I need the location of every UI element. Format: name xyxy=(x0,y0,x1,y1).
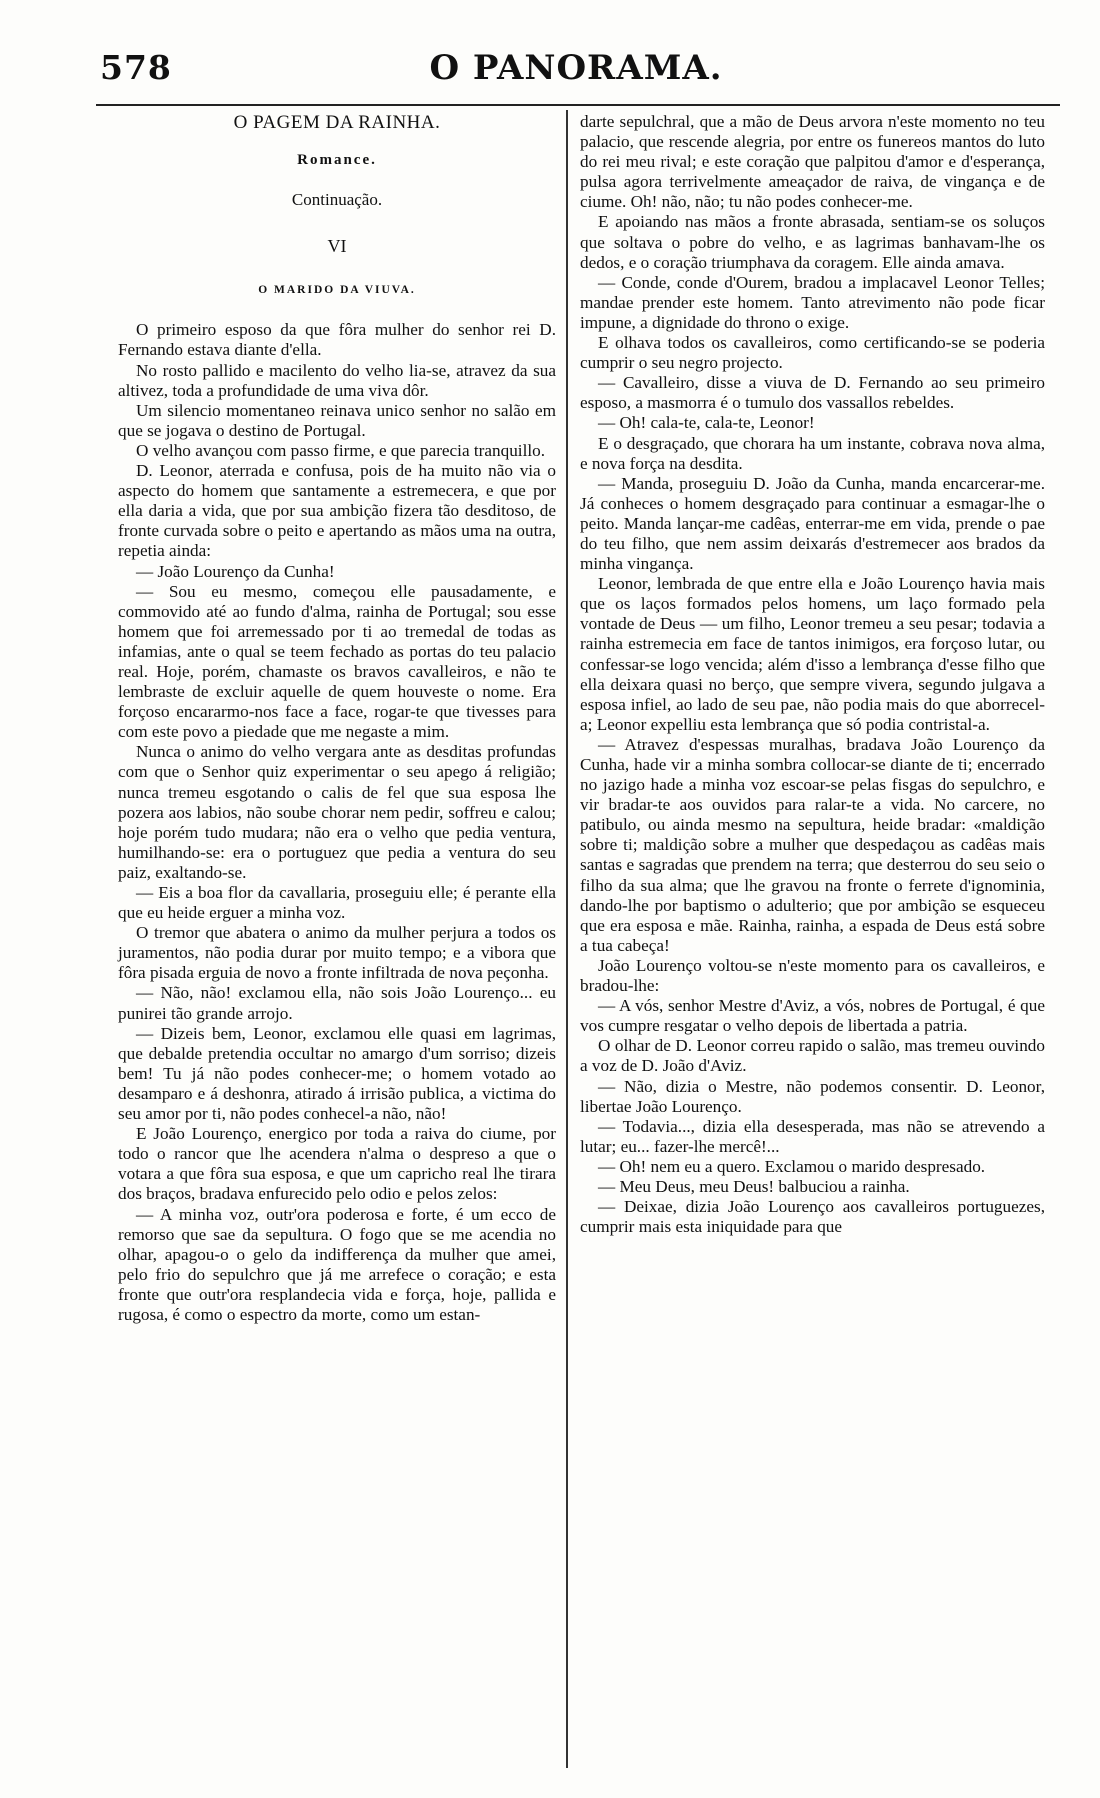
paragraph: — A vós, senhor Mestre d'Aviz, a vós, nobres de Portugal, é que vos cumpre resgatar o velho depois de libertada a patria. xyxy=(580,996,1045,1036)
left-column xyxy=(118,112,556,1325)
paragraph: No rosto pallido e macilento do velho lia-se, atravez da sua altivez, toda a profundidade de uma viva dôr. xyxy=(118,360,556,400)
paragraph: — Oh! nem eu a quero. Exclamou o marido despresado. xyxy=(598,1156,986,1176)
paragraph: — Manda, proseguiu D. João da Cunha, manda encarcerar-me. Já conheces o homem desgraçado para continuar a esmagar-lhe o peito. Manda lançar-me cadêas, enterrar-me em vida, prende o pae do teu filho, que nem assim deixarás d'estremecer aos brados da minha vingança. xyxy=(580,473,1045,574)
paragraph: O primeiro esposo da que fôra mulher do senhor rei D. Fernando estava diante d'ella. xyxy=(118,320,556,360)
paragraph: Um silencio momentaneo reinava unico senhor no salão em que se jogava o destino de Portugal. xyxy=(118,400,556,440)
paragraph: — Cavalleiro, disse a viuva de D. Fernando ao seu primeiro esposo, a masmorra é o tumulo dos vassallos rebeldes. xyxy=(580,373,1045,413)
article-title: O PAGEM DA RAINHA. xyxy=(233,112,441,133)
paragraph: — Conde, conde d'Ourem, bradou a implacavel Leonor Telles; mandae prender este homem. Tanto atrevimento não pode ficar impune, a dignidade do throno o exige. xyxy=(580,272,1045,332)
paragraph: — Todavia..., dizia ella desesperada, mas não se atrevendo a lutar; eu... fazer-lhe mercê!... xyxy=(580,1116,1045,1156)
column-divider xyxy=(566,110,568,1768)
paragraph: — Dizeis bem, Leonor, exclamou elle quasi em lagrimas, que debalde pretendia occultar no amargo d'um sorriso; dizeis bem! Tu já não podes conhecer-me; o homem votado ao desamparo e á deshonra, atirado á irrisão publica, a victima do seu amor por ti, não podes conhecel-a não, não! xyxy=(118,1023,556,1124)
paragraph: Leonor, lembrada de que entre ella e João Lourenço havia mais que os laços formados pelos homens, um laço formado pela vontade de Deus — um filho, Leonor tremeu a seu pesar; todavia a rainha estremecia em face de tantos inimigos, era forçoso lutar, ou confessar-se logo vencida; além d'isso a lembrança d'esse filho que ella deixara quasi no berço, que sempre vivera, segundo julgava a esposa infiel, ao lado de seu pae, não podia mais do que aborrecel-a; Leonor expelliu esta lembrança que só podia contristal-a. xyxy=(580,574,1045,734)
paragraph: — Sou eu mesmo, começou elle pausadamente, e commovido até ao fundo d'alma, rainha de Portugal; sou esse homem que foi arremessado por ti ao tremedal de todas as infamias, ante o qual se teem fechado as portas do teu palacio real. Hoje, porém, chamaste os bravos cavalleiros, e não te lembraste de excluir aquelle de quem houveste o nome. Era forçoso encararmo-nos face a face, rogar-te que tivesses para com este povo a piedade que me negaste a mim. xyxy=(118,581,556,742)
chapter-title: O MARIDO DA VIUVA. xyxy=(258,284,416,297)
page-number: 578 xyxy=(100,48,172,87)
paragraph: E o desgraçado, que chorara ha um instante, cobrava nova alma, e nova força na desdita. xyxy=(580,433,1045,473)
right-column xyxy=(580,112,1045,1237)
paragraph: O tremor que abatera o animo da mulher perjura a todos os juramentos, não podia durar por muito tempo; e a vibora que fôra pisada erguia de novo a fronte infiltrada de nova peçonha. xyxy=(118,923,556,983)
paragraph: — João Lourenço da Cunha! xyxy=(136,561,335,581)
paragraph: — Deixae, dizia João Lourenço aos cavalleiros portuguezes, cumprir mais esta iniquidade para que xyxy=(580,1197,1045,1237)
chapter-number: VI xyxy=(327,236,347,257)
paragraph: João Lourenço voltou-se n'este momento para os cavalleiros, e bradou-lhe: xyxy=(580,955,1045,996)
paragraph: — Eis a boa flor da cavallaria, proseguiu elle; é perante ella que eu heide erguer a minha voz. xyxy=(118,883,556,923)
header-rule xyxy=(96,104,1060,106)
paragraph: darte sepulchral, que a mão de Deus arvora n'este momento no teu palacio, que rescende alegria, por entre os funereos mantos do luto do rei meu rival; e este coração que palpitou d'amor e d'esperança, pulsa agora terrivelmente ameaçador de raiva, de vingança e de ciume. Oh! não, não; tu não podes conhecer-me. xyxy=(580,112,1045,212)
paragraph: E apoiando nas mãos a fronte abrasada, sentiam-se os soluços que soltava o pobre do velho, e as lagrimas banhavam-lhe os dedos, e o coração triumphava da coragem. Elle ainda amava. xyxy=(580,212,1045,272)
page-header xyxy=(96,48,1056,94)
paragraph: — Meu Deus, meu Deus! balbuciou a rainha. xyxy=(598,1176,910,1196)
paragraph: — Atravez d'espessas muralhas, bradava João Lourenço da Cunha, hade vir a minha sombra collocar-se diante de ti; encerrado no jazigo hade a minha voz escoar-se pelas fisgas do sepulchro, e vir bradar-te aos ouvidos para ralar-te a vida. No carcere, no patibulo, ou ainda mesmo na sepultura, heide bradar: «maldição sobre ti; maldição sobre a mulher que despedaçou as cadêas mais santas e sagradas que prendem na terra; que desterrou do seu seio o filho da sua alma; que lhe gravou na fronte o ferrete d'ignominia, dando-lhe por baptismo o adulterio; que por ambição se esqueceu que era esposa e mãe. Rainha, rainha, a espada de Deus está sobre a tua cabeça! xyxy=(580,734,1045,955)
paragraph: D. Leonor, aterrada e confusa, pois de ha muito não via o aspecto do homem que santamente a estremecera, e que por ella daria a vida, que por sua ambição fizera tão desditoso, de fronte curvada sobre o peito e apertando as mãos uma na outra, repetia ainda: xyxy=(118,461,556,561)
paragraph: O olhar de D. Leonor correu rapido o salão, mas tremeu ouvindo a voz de D. João d'Aviz. xyxy=(580,1036,1045,1076)
paragraph: — Não, não! exclamou ella, não sois João Lourenço... eu punirei tão grande arrojo. xyxy=(118,983,556,1023)
paragraph: O velho avançou com passo firme, e que parecia tranquillo. xyxy=(136,440,546,460)
paragraph: — Oh! cala-te, cala-te, Leonor! xyxy=(598,413,815,433)
paragraph: — A minha voz, outr'ora poderosa e forte, é um ecco de remorso que sae da sepultura. O fogo que se me acendia no olhar, apagou-o o gelo da indifferença da mulher que amei, pelo frio do sepulchro que já me arrefece o coração; e esta fronte que outr'ora resplandecia vida e força, hoje, pallida e rugosa, é como o espectro da morte, como um estan- xyxy=(118,1204,556,1324)
masthead: O PANORAMA. xyxy=(429,48,723,88)
paragraph: — Não, dizia o Mestre, não podemos consentir. D. Leonor, libertae João Lourenço. xyxy=(580,1076,1045,1116)
paragraph: E olhava todos os cavalleiros, como certificando-se se poderia cumprir o seu negro projecto. xyxy=(580,333,1045,373)
article-genre: Romance. xyxy=(297,152,377,168)
continuation-label: Continuação. xyxy=(291,190,383,210)
paragraph: Nunca o animo do velho vergara ante as desditas profundas com que o Senhor quiz experimentar o seu apego á religião; nunca tremeu esgotando o calis de fel que sua esposa lhe pozera aos labios, não soube chorar nem pedir, soffreu e calou; hoje porém tudo mudara; não era o velho que pedia ventura, humilhando-se: era o portuguez que pedia a ventura do seu paiz, exaltando-se. xyxy=(118,742,556,882)
paragraph: E João Lourenço, energico por toda a raiva do ciume, por todo o rancor que lhe acendera n'alma o despreso a que o votara a que fôra sua esposa, e que um capricho real lhe tirara dos braços, bradava enfurecido pelo odio e pelos zelos: xyxy=(118,1124,556,1204)
